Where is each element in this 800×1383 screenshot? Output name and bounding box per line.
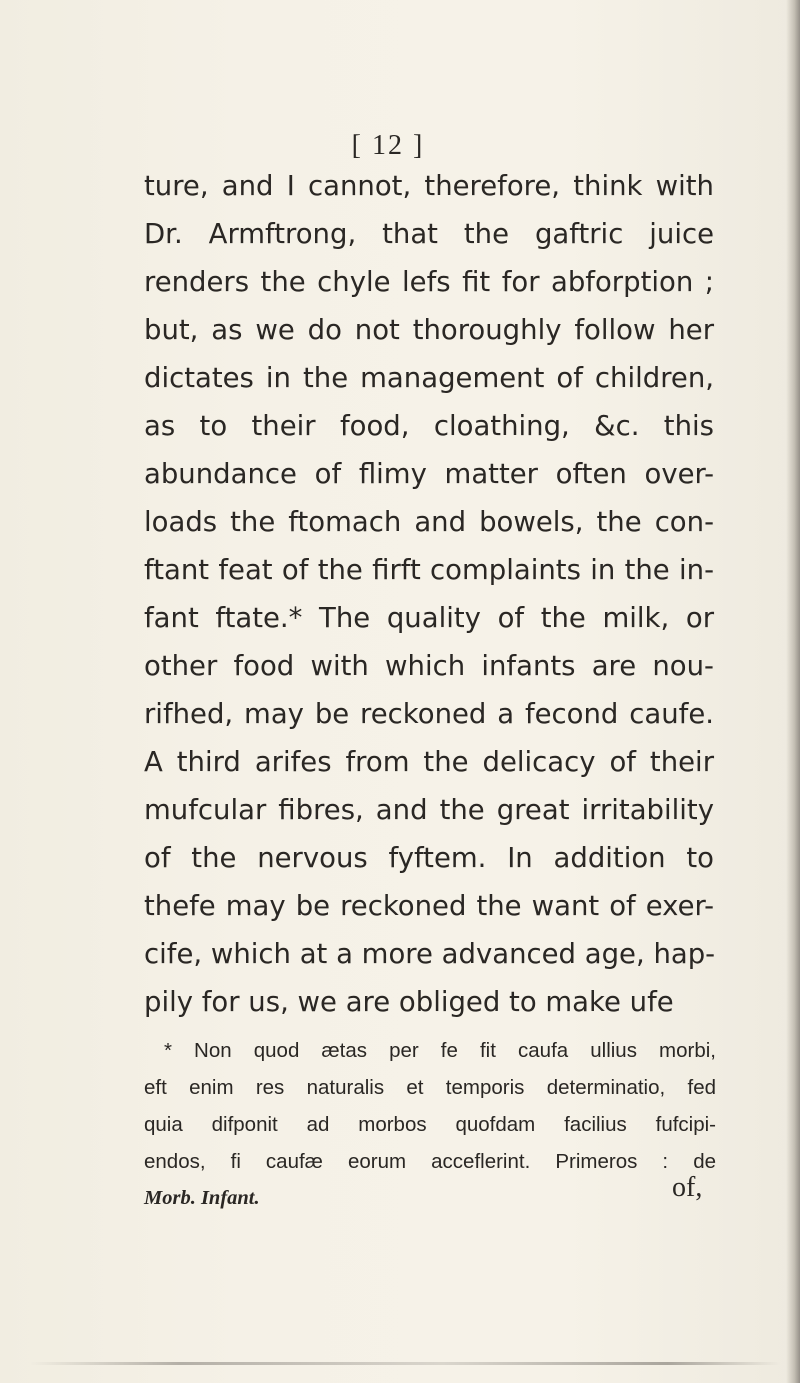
body-line: ture, and I cannot, therefore, think with [144, 170, 714, 202]
catchword: of, [672, 1172, 703, 1203]
body-text [144, 162, 714, 1026]
footnote-citation: Morb. Infant. [144, 1187, 260, 1209]
footnote-line: * Non quod ætas per fe fit caufa ullius morbi, [164, 1039, 716, 1062]
page-number: [ 12 ] [351, 130, 425, 161]
body-line: cife, which at a more advanced age, hap- [144, 938, 716, 970]
page-edge-shadow [786, 0, 800, 1383]
body-line: of the nervous fyftem. In addition to [144, 842, 714, 874]
body-line: A third arifes from the delicacy of their [144, 746, 714, 778]
body-line: rifhed, may be reckoned a fecond caufe. [144, 698, 714, 730]
footnote-line: eft enim res naturalis et temporis determinatio, fed [144, 1076, 716, 1099]
body-line: fant ftate.* The quality of the milk, or [144, 602, 714, 634]
footnote-line: quia difponit ad morbos quofdam facilius fufcipi- [144, 1113, 716, 1136]
body-line: dictates in the management of children, [144, 362, 714, 394]
body-line: Dr. Armftrong, that the gaftric juice [144, 218, 714, 250]
body-line: thefe may be reckoned the want of exer- [144, 890, 714, 922]
body-line: as to their food, cloathing, &c. this [144, 410, 714, 442]
body-line: mufcular fibres, and the great irritability [144, 794, 714, 826]
body-line: loads the ftomach and bowels, the con- [144, 506, 714, 538]
body-line: ftant feat of the firft complaints in the in- [144, 554, 714, 586]
bottom-edge-mark [30, 1362, 780, 1365]
footnote-line: endos, fi caufæ eorum acceflerint. Primeros : de [144, 1150, 716, 1173]
body-line: other food with which infants are nou- [144, 650, 714, 682]
body-line: abundance of flimy matter often over- [144, 458, 714, 490]
body-line: pily for us, we are obliged to make ufe [144, 986, 674, 1018]
footnote [144, 1032, 716, 1217]
body-line: renders the chyle lefs fit for abforption ; [144, 266, 714, 298]
body-line: but, as we do not thoroughly follow her [144, 314, 714, 346]
